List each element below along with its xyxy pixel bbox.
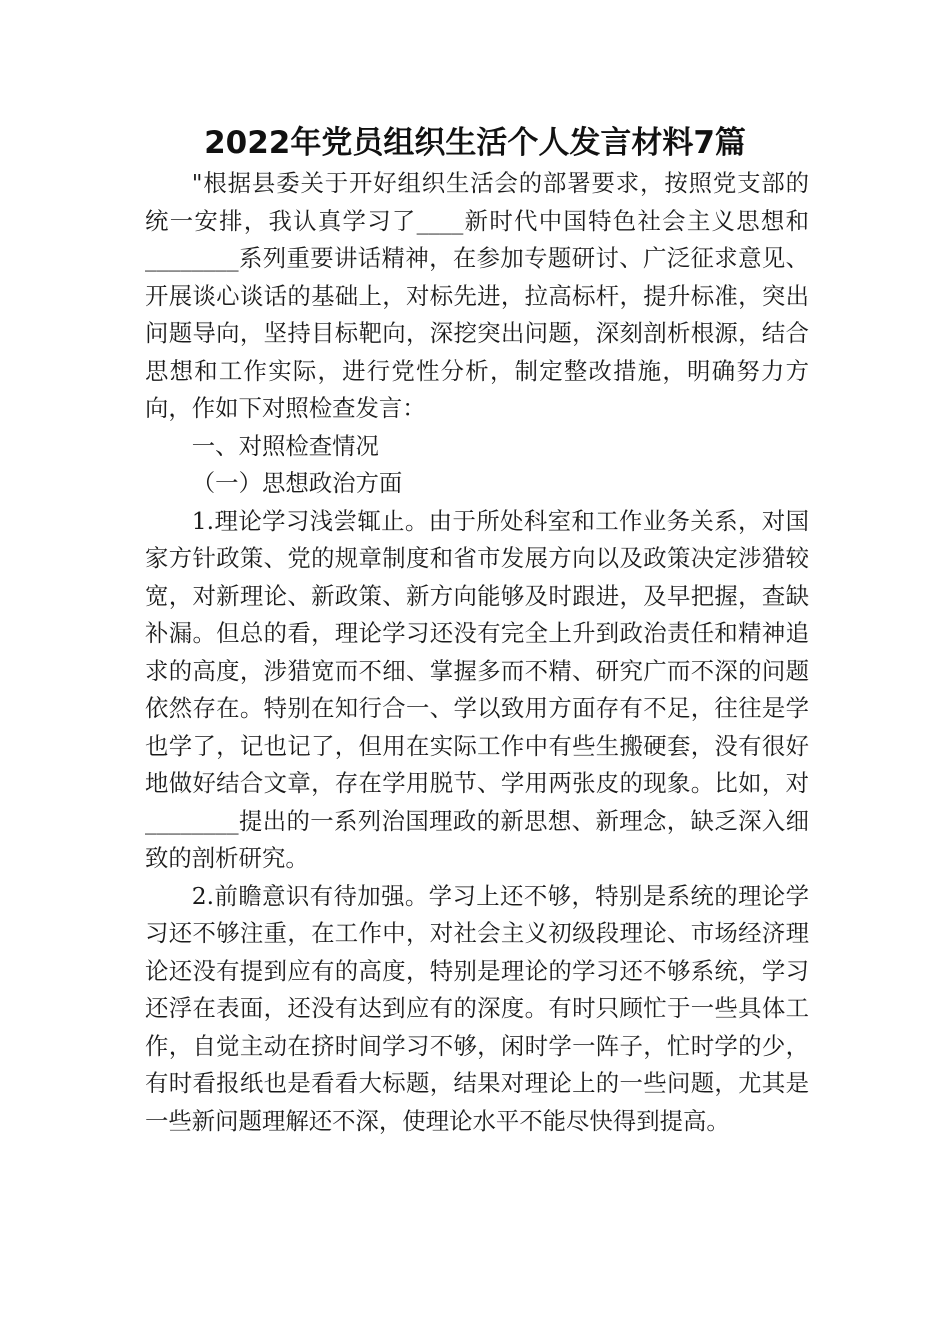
point-paragraph-2: 2.前瞻意识有待加强。学习上还不够，特别是系统的理论学习还不够注重，在工作中，对社会主义初级段理论、市场经济理论还没有提到应有的高度，特别是理论的学习还不够系统，学习还浮在表面，还没有达到应有的深度。有时只顾忙于一些具体工作，自觉主动在挤时间学习不够，闲时学一阵子，忙时学的少，有时看报纸也是看看大标题，结果对理论上的一些问题，尤其是一些新问题理解还不深，使理论水平不能尽快得到提高。	[145, 881, 809, 1135]
point-paragraph-1: 1.理论学习浅尝辄止。由于所处科室和工作业务关系，对国家方针政策、党的规章制度和省市发展方向以及政策决定涉猎较宽，对新理论、新政策、新方向能够及时跟进，及早把握，查缺补漏。但总的看，理论学习还没有完全上升到政治责任和精神追求的高度，涉猎宽而不细、掌握多而不精、研究广而不深的问题依然存在。特别在知行合一、学以致用方面存有不足，往往是学也学了，记也记了，但用在实际工作中有些生搬硬套，没有很好地做好结合文章，存在学用脱节、学用两张皮的现象。比如，对________提出的一系列治国理政的新思想、新理念，缺乏深入细致的剖析研究。	[145, 506, 809, 872]
intro-paragraph: "根据县委关于开好组织生活会的部署要求，按照党支部的统一安排，我认真学习了____新时代中国特色社会主义思想和________系列重要讲话精神，在参加专题研讨、广泛征求意见、开展谈心谈话的基础上，对标先进，拉高标杆，提升标准，突出问题导向，坚持目标靶向，深挖突出问题，深刻剖析根源，结合思想和工作实际，进行党性分析，制定整改措施，明确努力方向，作如下对照检查发言：	[145, 169, 809, 422]
subsection-heading: （一）思想政治方面	[191, 469, 403, 497]
document-body	[145, 165, 809, 1140]
section-heading: 一、对照检查情况	[191, 431, 379, 460]
document-title: 2022年党员组织生活个人发言材料7篇	[204, 125, 746, 161]
